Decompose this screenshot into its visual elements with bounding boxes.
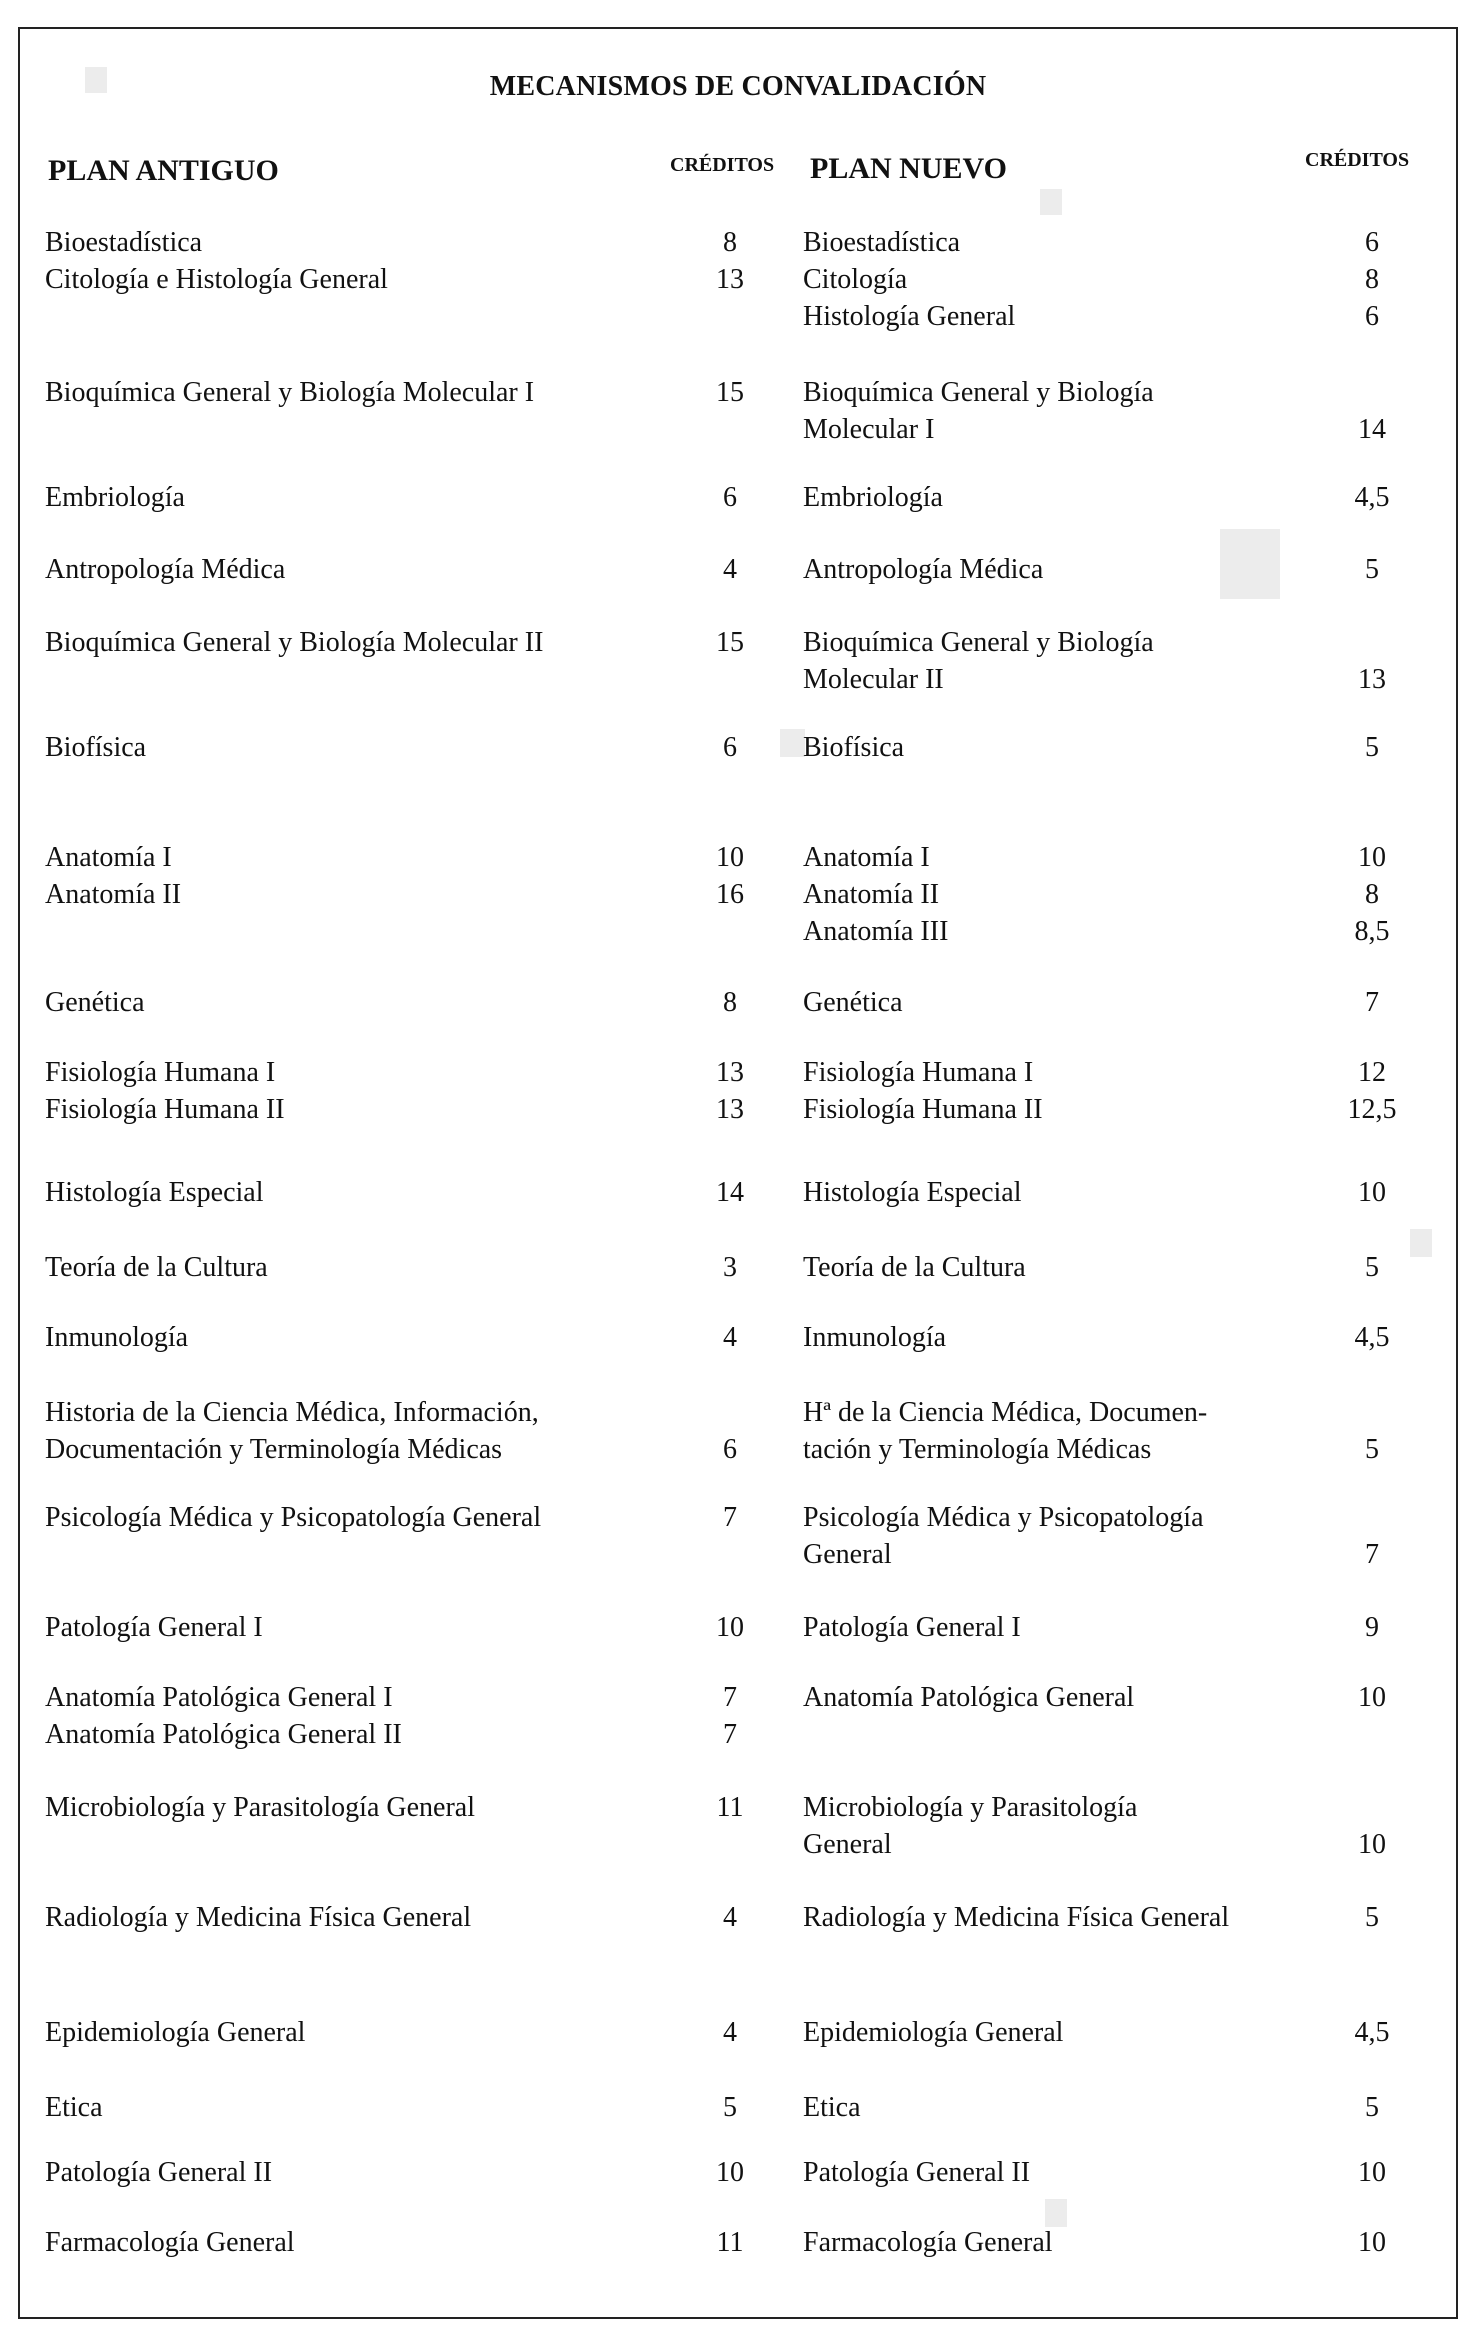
new-subject-name: Histología General bbox=[803, 301, 1016, 332]
scan-speck bbox=[1040, 189, 1062, 215]
old-subject-name: Histología Especial bbox=[45, 1177, 264, 1208]
new-subject-name: General bbox=[803, 1539, 892, 1570]
new-subject-credits: 4,5 bbox=[1354, 482, 1390, 513]
old-subject-credits: 6 bbox=[723, 482, 737, 513]
new-subject-credits: 14 bbox=[1358, 414, 1386, 445]
old-subject-name: Fisiología Humana I bbox=[45, 1057, 276, 1088]
old-subject-credits: 13 bbox=[716, 264, 744, 295]
new-subject-name: Anatomía I bbox=[803, 842, 930, 873]
old-subject-name: Patología General I bbox=[45, 1612, 263, 1643]
old-subject-credits: 4 bbox=[723, 1322, 737, 1353]
new-subject-name: Patología General II bbox=[803, 2157, 1031, 2188]
new-subject-credits: 10 bbox=[1358, 1682, 1386, 1713]
new-subject-credits: 5 bbox=[1365, 1434, 1379, 1465]
old-subject-name: Psicología Médica y Psicopatología General bbox=[45, 1502, 542, 1533]
new-subject-name: Anatomía III bbox=[803, 916, 949, 947]
old-subject-credits: 8 bbox=[723, 987, 737, 1018]
new-subject-credits: 10 bbox=[1358, 1177, 1386, 1208]
scan-speck bbox=[1220, 529, 1280, 599]
new-subject-name: General bbox=[803, 1829, 892, 1860]
old-subject-credits: 16 bbox=[716, 879, 744, 910]
old-subject-name: Bioquímica General y Biología Molecular II bbox=[45, 627, 544, 658]
old-subject-name: Etica bbox=[45, 2092, 103, 2123]
old-subject-name: Radiología y Medicina Física General bbox=[45, 1902, 472, 1933]
old-subject-name: Inmunología bbox=[45, 1322, 189, 1353]
old-subject-credits: 15 bbox=[716, 377, 744, 408]
old-subject-credits: 7 bbox=[723, 1502, 737, 1533]
new-subject-credits: 5 bbox=[1365, 1252, 1379, 1283]
old-subject-credits: 15 bbox=[716, 627, 744, 658]
old-subject-name: Farmacología General bbox=[45, 2227, 295, 2258]
new-subject-credits: 8 bbox=[1365, 264, 1379, 295]
new-subject-credits: 10 bbox=[1358, 2157, 1386, 2188]
scan-speck bbox=[780, 729, 805, 757]
document-frame bbox=[18, 27, 1458, 2319]
new-subject-credits: 12,5 bbox=[1347, 1094, 1397, 1125]
new-subject-name: Fisiología Humana I bbox=[803, 1057, 1034, 1088]
new-subject-credits: 4,5 bbox=[1354, 2017, 1390, 2048]
old-subject-credits: 6 bbox=[723, 732, 737, 763]
new-subject-name: Hª de la Ciencia Médica, Documen- bbox=[803, 1397, 1208, 1428]
new-subject-name: Molecular I bbox=[803, 414, 935, 445]
new-subject-credits: 7 bbox=[1365, 987, 1379, 1018]
new-subject-credits: 5 bbox=[1365, 2092, 1379, 2123]
new-subject-credits: 6 bbox=[1365, 301, 1379, 332]
old-subject-credits: 3 bbox=[723, 1252, 737, 1283]
old-subject-credits: 10 bbox=[716, 842, 744, 873]
old-subject-name: Anatomía Patológica General I bbox=[45, 1682, 393, 1713]
scan-speck bbox=[1410, 1229, 1432, 1257]
new-subject-name: Patología General I bbox=[803, 1612, 1021, 1643]
old-subject-name: Biofísica bbox=[45, 732, 147, 763]
left-plan-header: PLAN ANTIGUO bbox=[48, 154, 279, 187]
new-subject-credits: 4,5 bbox=[1354, 1322, 1390, 1353]
new-subject-name: Inmunología bbox=[803, 1322, 947, 1353]
new-subject-credits: 7 bbox=[1365, 1539, 1379, 1570]
new-subject-name: Antropología Médica bbox=[803, 554, 1044, 585]
old-subject-credits: 10 bbox=[716, 2157, 744, 2188]
right-plan-header: PLAN NUEVO bbox=[810, 152, 1007, 185]
new-subject-name: Psicología Médica y Psicopatología bbox=[803, 1502, 1204, 1533]
right-credits-header: CRÉDITOS bbox=[1305, 149, 1410, 171]
new-subject-credits: 8,5 bbox=[1354, 916, 1390, 947]
new-subject-name: Etica bbox=[803, 2092, 861, 2123]
new-subject-credits: 10 bbox=[1358, 1829, 1386, 1860]
page-title: MECANISMOS DE CONVALIDACIÓN bbox=[489, 71, 987, 102]
old-subject-name: Microbiología y Parasitología General bbox=[45, 1792, 475, 1823]
old-subject-name: Teoría de la Cultura bbox=[45, 1252, 268, 1283]
old-subject-name: Antropología Médica bbox=[45, 554, 286, 585]
new-subject-credits: 13 bbox=[1358, 664, 1386, 695]
new-subject-name: Farmacología General bbox=[803, 2227, 1053, 2258]
old-subject-name: Embriología bbox=[45, 482, 185, 513]
old-subject-credits: 4 bbox=[723, 2017, 737, 2048]
old-subject-name: Bioestadística bbox=[45, 227, 203, 258]
old-subject-name: Anatomía I bbox=[45, 842, 172, 873]
old-subject-credits: 13 bbox=[716, 1057, 744, 1088]
old-subject-credits: 13 bbox=[716, 1094, 744, 1125]
new-subject-name: Citología bbox=[803, 264, 908, 295]
new-subject-credits: 10 bbox=[1358, 2227, 1386, 2258]
old-subject-name: Anatomía II bbox=[45, 879, 182, 910]
old-subject-credits: 6 bbox=[723, 1434, 737, 1465]
new-subject-name: Embriología bbox=[803, 482, 943, 513]
new-subject-name: tación y Terminología Médicas bbox=[803, 1434, 1152, 1465]
new-subject-name: Anatomía Patológica General bbox=[803, 1682, 1135, 1713]
new-subject-name: Radiología y Medicina Física General bbox=[803, 1902, 1230, 1933]
old-subject-credits: 5 bbox=[723, 2092, 737, 2123]
new-subject-credits: 8 bbox=[1365, 879, 1379, 910]
left-credits-header: CRÉDITOS bbox=[670, 154, 775, 176]
new-subject-credits: 5 bbox=[1365, 732, 1379, 763]
old-subject-name: Bioquímica General y Biología Molecular I bbox=[45, 377, 535, 408]
new-subject-name: Bioquímica General y Biología bbox=[803, 377, 1154, 408]
new-subject-name: Biofísica bbox=[803, 732, 905, 763]
new-subject-name: Fisiología Humana II bbox=[803, 1094, 1043, 1125]
old-subject-name: Citología e Histología General bbox=[45, 264, 388, 295]
old-subject-credits: 4 bbox=[723, 1902, 737, 1933]
old-subject-credits: 7 bbox=[723, 1719, 737, 1750]
scan-speck bbox=[1045, 2199, 1067, 2227]
new-subject-name: Molecular II bbox=[803, 664, 944, 695]
old-subject-name: Anatomía Patológica General II bbox=[45, 1719, 402, 1750]
new-subject-name: Histología Especial bbox=[803, 1177, 1022, 1208]
old-subject-credits: 14 bbox=[716, 1177, 744, 1208]
new-subject-name: Teoría de la Cultura bbox=[803, 1252, 1026, 1283]
new-subject-name: Genética bbox=[803, 987, 903, 1018]
new-subject-credits: 5 bbox=[1365, 554, 1379, 585]
new-subject-credits: 9 bbox=[1365, 1612, 1379, 1643]
new-subject-credits: 10 bbox=[1358, 842, 1386, 873]
new-subject-name: Bioquímica General y Biología bbox=[803, 627, 1154, 658]
new-subject-name: Epidemiología General bbox=[803, 2017, 1064, 2048]
old-subject-name: Genética bbox=[45, 987, 145, 1018]
old-subject-name: Patología General II bbox=[45, 2157, 273, 2188]
new-subject-credits: 6 bbox=[1365, 227, 1379, 258]
old-subject-credits: 10 bbox=[716, 1612, 744, 1643]
old-subject-credits: 11 bbox=[716, 2227, 744, 2258]
old-subject-name: Fisiología Humana II bbox=[45, 1094, 285, 1125]
old-subject-credits: 7 bbox=[723, 1682, 737, 1713]
new-subject-name: Anatomía II bbox=[803, 879, 940, 910]
old-subject-credits: 8 bbox=[723, 227, 737, 258]
new-subject-credits: 5 bbox=[1365, 1902, 1379, 1933]
new-subject-credits: 12 bbox=[1358, 1057, 1386, 1088]
old-subject-credits: 4 bbox=[723, 554, 737, 585]
new-subject-name: Microbiología y Parasitología bbox=[803, 1792, 1138, 1823]
old-subject-name: Historia de la Ciencia Médica, Información, bbox=[45, 1397, 539, 1428]
old-subject-credits: 11 bbox=[716, 1792, 744, 1823]
old-subject-name: Documentación y Terminología Médicas bbox=[45, 1434, 503, 1465]
old-subject-name: Epidemiología General bbox=[45, 2017, 306, 2048]
new-subject-name: Bioestadística bbox=[803, 227, 961, 258]
